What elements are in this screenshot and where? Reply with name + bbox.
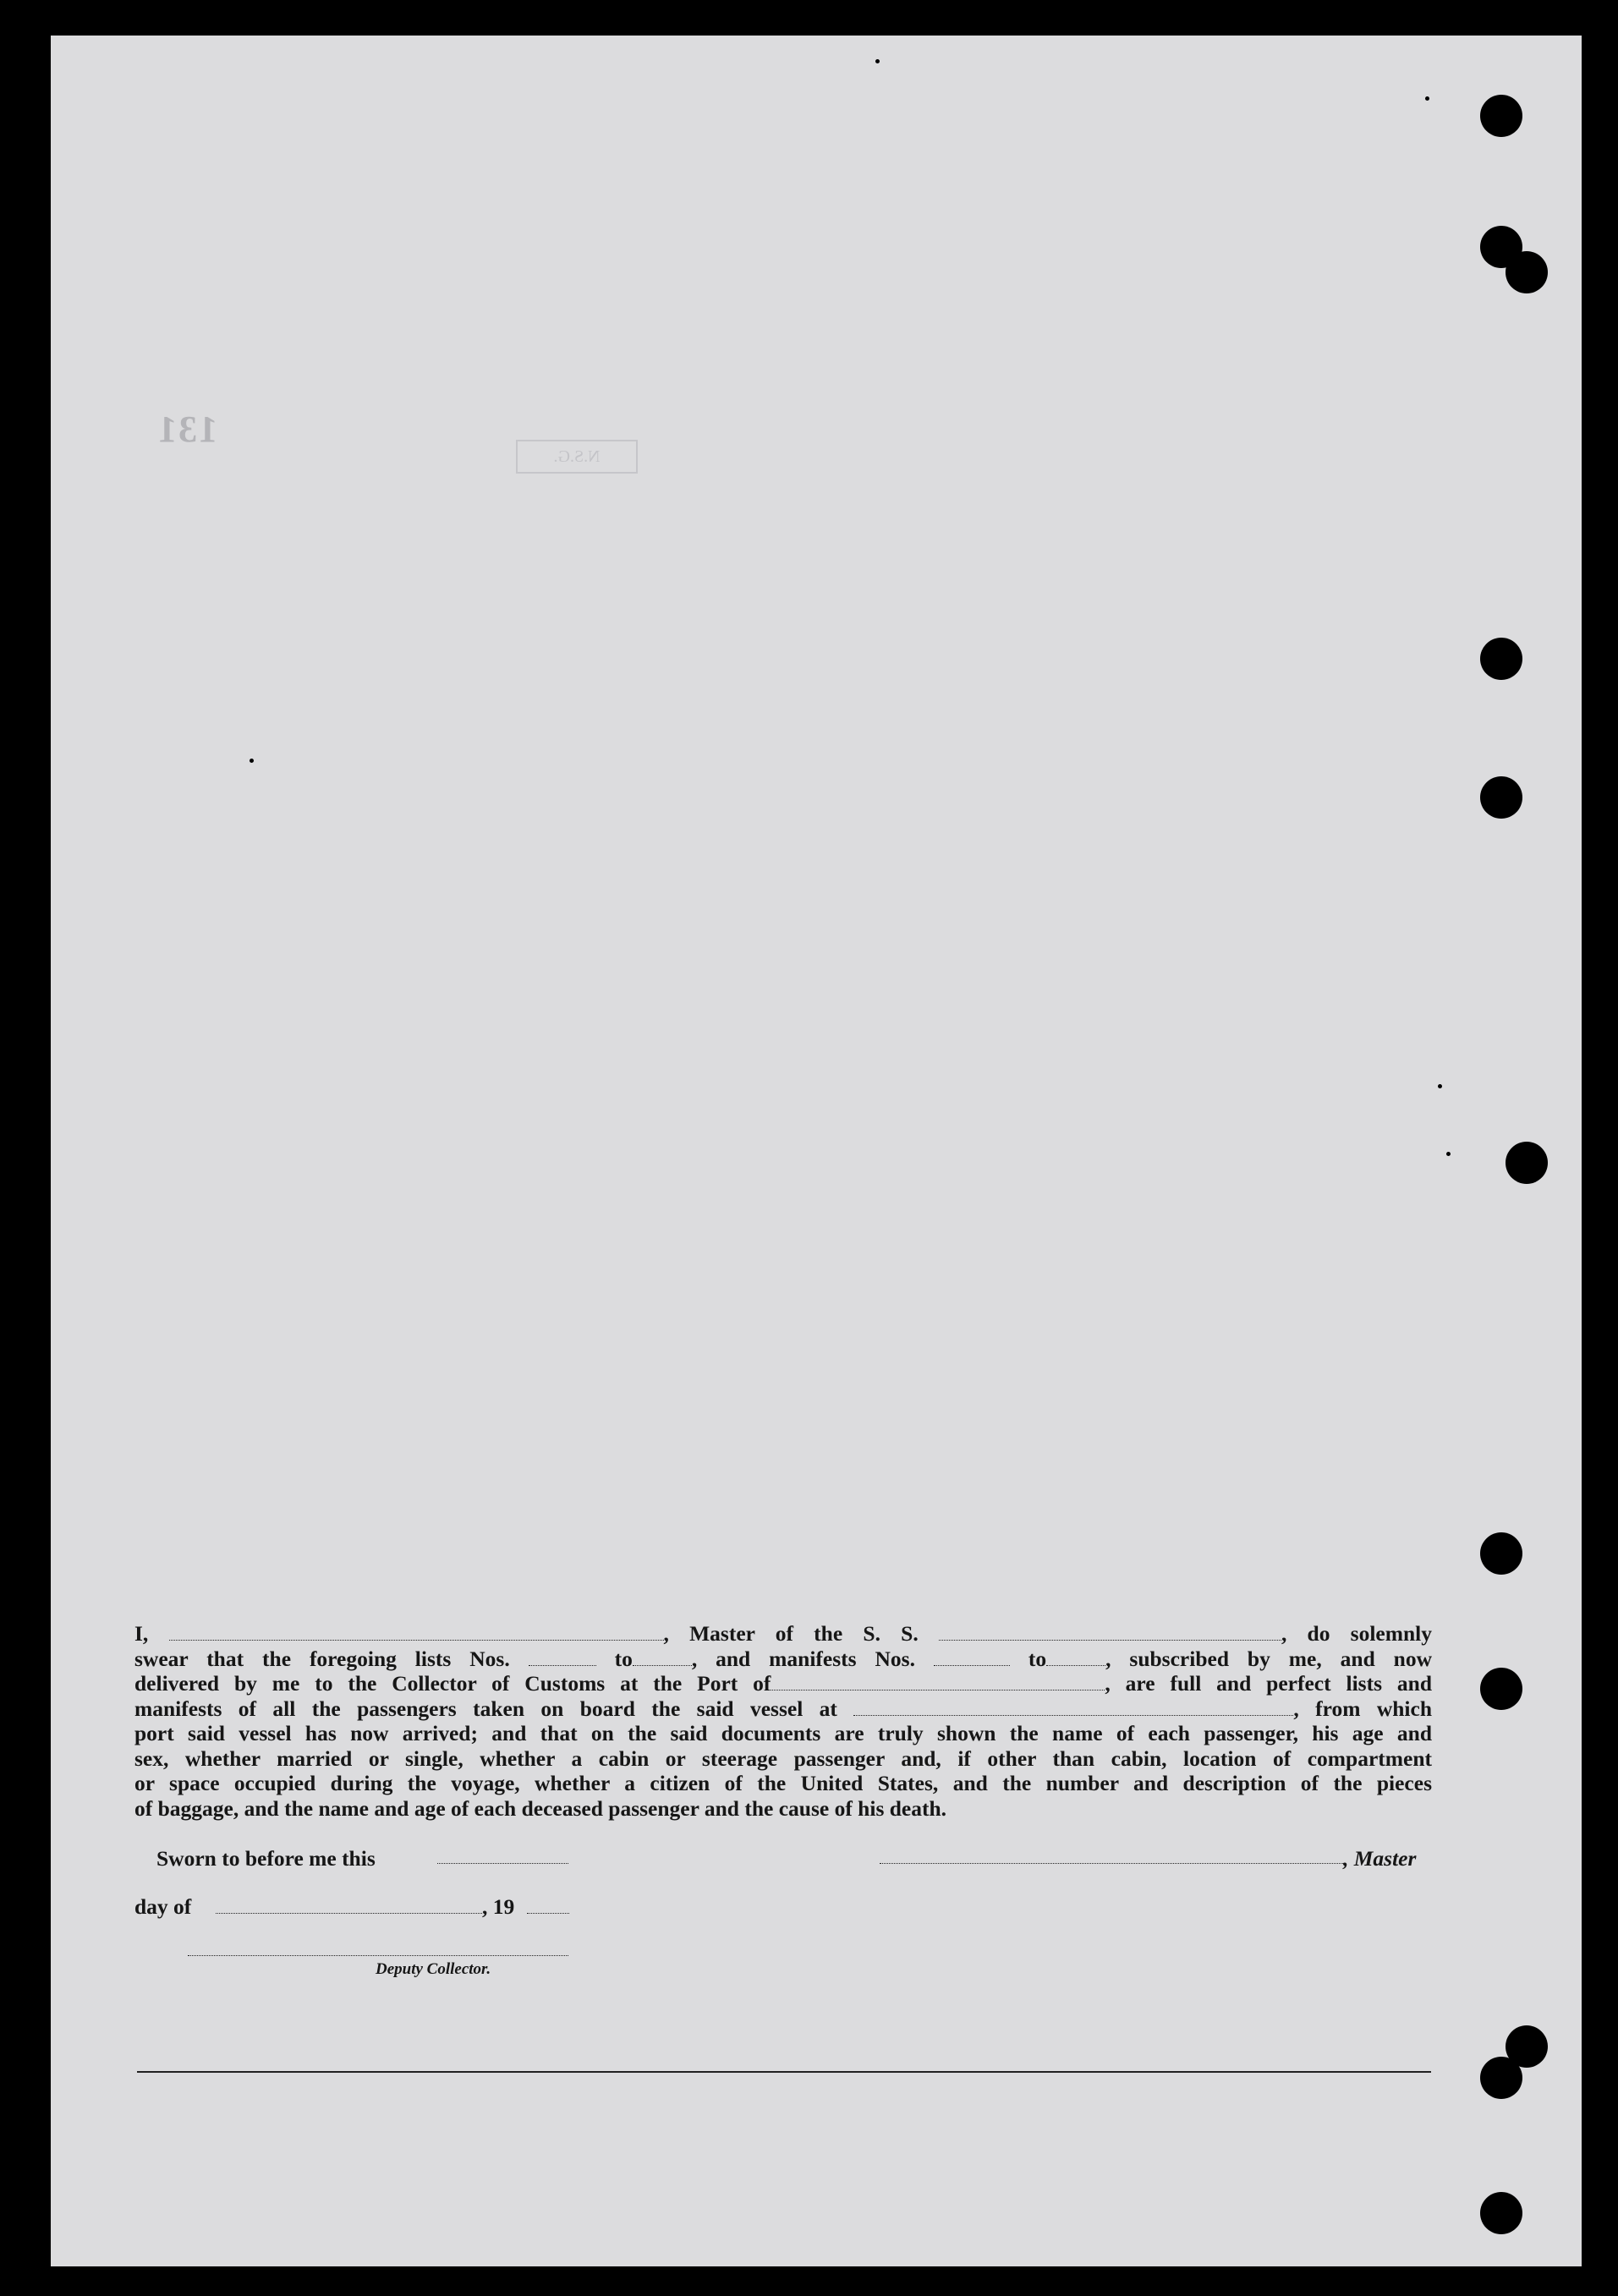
month-blank xyxy=(216,1913,482,1914)
speck xyxy=(1425,96,1429,101)
punch-hole xyxy=(1480,2192,1522,2234)
manifest-from-blank xyxy=(934,1648,1010,1666)
list-from-blank xyxy=(529,1648,596,1666)
bottom-rule xyxy=(137,2071,1431,2073)
year-blank xyxy=(527,1913,569,1914)
sworn-label: Sworn to before me this xyxy=(156,1846,376,1871)
master-signature-blank xyxy=(880,1863,1343,1864)
list-to-blank xyxy=(633,1648,692,1666)
punch-hole xyxy=(1480,1532,1522,1575)
oath-line-5: port said vessel has now arrived; and that on the said documents are truly shown the name of each passenger, his age and xyxy=(134,1721,1432,1745)
year-prefix: , 19 xyxy=(482,1894,515,1919)
punch-hole xyxy=(1506,1142,1548,1184)
punch-hole xyxy=(1480,95,1522,137)
manifest-to-blank xyxy=(1046,1648,1105,1666)
day-of-label: day of xyxy=(134,1894,192,1919)
oath-line-1: I, , Master of the S. S. , do solemnly xyxy=(134,1621,1432,1646)
punch-hole xyxy=(1480,776,1522,819)
oath-line-4: manifests of all the passengers taken on board the said vessel at , from which xyxy=(134,1696,1432,1721)
deputy-collector-label: Deputy Collector. xyxy=(376,1960,491,1978)
speck xyxy=(250,759,254,763)
sworn-date-blank xyxy=(437,1863,568,1864)
punch-hole xyxy=(1506,251,1548,293)
speck xyxy=(1446,1152,1451,1156)
punch-hole xyxy=(1480,2057,1522,2099)
punch-hole xyxy=(1480,1668,1522,1710)
oath-line-2: swear that the foregoing lists Nos. to , and manifests Nos. to , subscribed by me, and now xyxy=(134,1646,1433,1671)
oath-line-6: sex, whether married or single, whether a cabin or steerage passenger and, if other than cabin, location of compartment xyxy=(134,1745,1432,1771)
page-number-bleedthrough: 131 xyxy=(156,408,217,450)
speck xyxy=(875,59,880,63)
deputy-signature-blank xyxy=(188,1955,568,1956)
departure-port-blank xyxy=(853,1698,1293,1716)
master-label: , Master xyxy=(1343,1846,1417,1871)
oath-line-7: or space occupied during the voyage, whether a citizen of the United States, and the number and description of the pieces xyxy=(134,1771,1432,1795)
oath-paragraph xyxy=(134,1621,1432,1821)
punch-hole xyxy=(1480,638,1522,680)
speck xyxy=(1438,1084,1442,1088)
oath-line-3: delivered by me to the Collector of Customs at the Port of , are full and perfect lists and xyxy=(134,1671,1433,1696)
ship-name-blank xyxy=(939,1623,1281,1641)
document-page xyxy=(51,36,1582,2266)
stamp-bleedthrough: N.S.G. xyxy=(516,440,638,474)
port-blank xyxy=(771,1673,1105,1690)
master-name-blank xyxy=(169,1623,664,1641)
oath-line-8: of baggage, and the name and age of each deceased passenger and the cause of his death. xyxy=(134,1795,947,1821)
